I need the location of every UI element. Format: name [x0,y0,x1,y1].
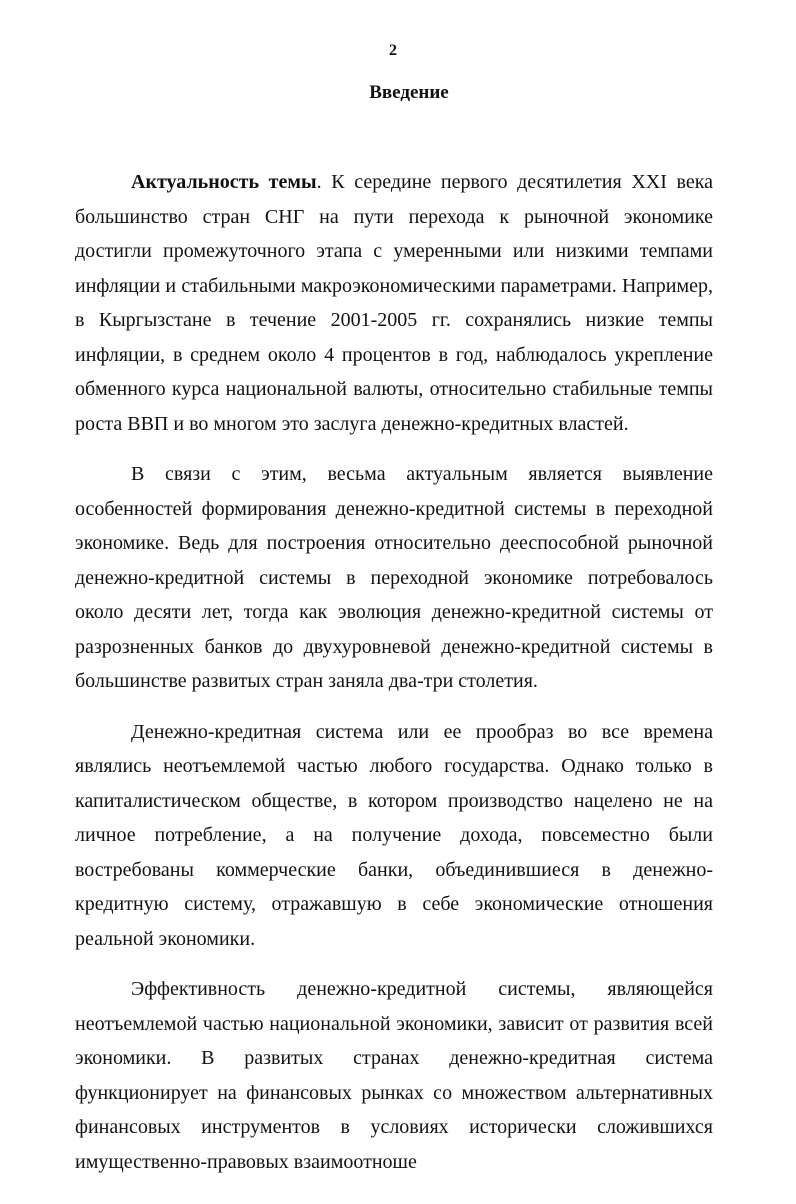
paragraph-text: . К середине первого десятилетия XXI века большинство стран СНГ на пути перехода к рыночной экономике достигли промежуточного этапа с умеренными или низкими темпами инфляции и стабильными макроэкономическими параметрами. Например, в Кыргызстане в течение 2001-2005 гг. сохранялись низкие темпы инфляции, в среднем около 4 процентов в год, наблюдалось укрепление обменного курса национальной валюты, относительно стабильные темпы роста ВВП и во многом это заслуга денежно-кредитных властей. [75,171,713,435]
paragraph: Денежно-кредитная система или ее прообраз во все времена являлись неотъемлемой частью любого государства. Однако только в капиталистическом обществе, в котором производство нацелено не на личное потребление, а на получение дохода, повсеместно были востребованы коммерческие банки, объединившиеся в денежно-кредитную систему, отражавшую в себе экономические отношения реальной экономики. [75,720,713,950]
paragraph-lead: Актуальность темы [131,171,317,193]
page-number: 2 [389,42,397,59]
paragraph-relevance [75,165,713,441]
paragraph: В связи с этим, весьма актуальным является выявление особенностей формирования денежно-кредитной системы в переходной экономике. Ведь для построения относительно дееспособной рыночной денежно-кредитной системы в переходной экономике потребовалось около десяти лет, тогда как эволюция денежно-кредитной системы от разрозненных банков до двухуровневой денежно-кредитной системы в большинстве развитых стран заняла два-три столетия. [75,463,713,692]
body-text [75,165,713,1179]
paragraph: Эффективность денежно-кредитной системы, являющейся неотъемлемой частью национальной экономики, зависит от развития всей экономики. В развитых странах денежно-кредитная система функционирует на финансовых рынках со множеством альтернативных финансовых инструментов в условиях исторически сложившихся имущественно-правовых взаимоотноше [75,978,713,1173]
section-title: Введение [369,82,449,103]
